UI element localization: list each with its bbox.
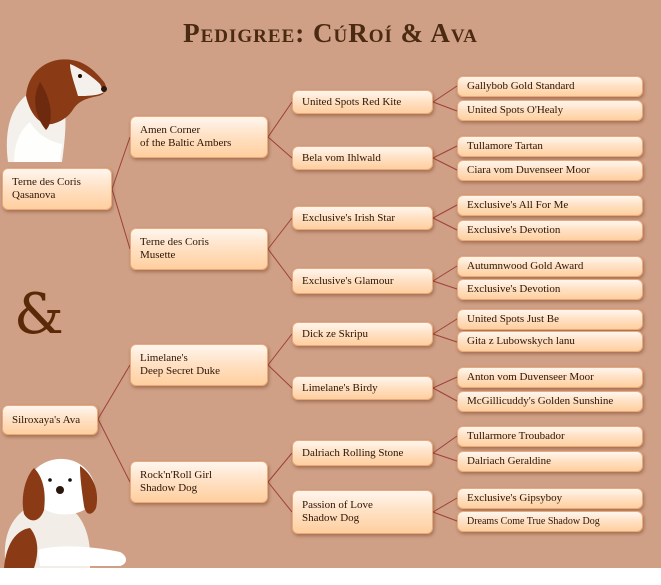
node-label: Dalriach Rolling Stone xyxy=(302,446,404,459)
pedigree-node-ds-sire xyxy=(292,322,433,346)
node-label: Amen Corner of the Baltic Ambers xyxy=(140,124,232,149)
node-label: Passion of Love Shadow Dog xyxy=(302,499,373,524)
pedigree-node-g3-9 xyxy=(457,309,643,330)
connector xyxy=(433,146,457,170)
node-label: Rock'n'Roll Girl Shadow Dog xyxy=(140,469,213,494)
pedigree-node-g3-10 xyxy=(457,331,643,352)
node-label: United Spots Just Be xyxy=(467,313,559,325)
sire-dog-photo xyxy=(0,52,112,162)
pedigree-node-g3-14 xyxy=(457,451,643,472)
pedigree-node-sd-sire xyxy=(292,206,433,230)
dam-dog-photo xyxy=(0,452,132,568)
node-label: Exclusive's All For Me xyxy=(467,199,569,211)
pedigree-node-g3-8 xyxy=(457,279,643,300)
ampersand: & xyxy=(14,282,64,347)
pedigree-node-g3-11 xyxy=(457,367,643,388)
node-label: Terne des Coris Musette xyxy=(140,236,209,261)
pedigree-node-g3-5 xyxy=(457,195,643,216)
pedigree-node-ds-dam xyxy=(292,376,433,400)
pedigree-node-g3-6 xyxy=(457,220,643,241)
pedigree-node-g3-13 xyxy=(457,426,643,447)
connector xyxy=(433,86,457,111)
pedigree-node-g3-2 xyxy=(457,100,643,121)
node-label: Limelane's Birdy xyxy=(302,381,378,394)
pedigree-node-sire-sire xyxy=(130,116,268,158)
node-label: Limelane's Deep Secret Duke xyxy=(140,352,221,377)
node-label: Dick ze Skripu xyxy=(302,327,368,340)
connector xyxy=(268,218,292,281)
page-title: Pedigree: CúRoí & Ava xyxy=(183,18,478,48)
node-label: Dalriach Geraldine xyxy=(467,455,551,467)
node-label: Silroxaya's Ava xyxy=(12,413,81,426)
pedigree-node-sire xyxy=(2,168,112,210)
pedigree-node-g3-12 xyxy=(457,391,643,412)
node-label: Dreams Come True Shadow Dog xyxy=(467,516,600,527)
node-label: McGillicuddy's Golden Sunshine xyxy=(467,395,614,407)
pedigree-node-g3-3 xyxy=(457,136,643,157)
pedigree-node-sire-dam xyxy=(130,228,268,270)
pedigree-node-dam-sire xyxy=(130,344,268,386)
connector xyxy=(268,102,292,158)
node-label: Terne des Coris Qasanova xyxy=(12,176,81,201)
connector xyxy=(433,319,457,342)
connector xyxy=(433,498,457,521)
node-label: Exclusive's Gipsyboy xyxy=(467,492,563,504)
node-label: Exclusive's Glamour xyxy=(302,274,394,287)
node-label: Exclusive's Devotion xyxy=(467,283,561,295)
pedigree-node-g3-16 xyxy=(457,511,643,532)
pedigree-node-g3-15 xyxy=(457,488,643,509)
pedigree-node-dam xyxy=(2,405,98,435)
node-label: United Spots Red Kite xyxy=(302,95,402,108)
pedigree-node-ss-dam xyxy=(292,146,433,170)
node-label: Autumnwood Gold Award xyxy=(467,260,584,272)
connector xyxy=(433,205,457,230)
node-label: United Spots O'Healy xyxy=(467,104,564,116)
pedigree-node-dd-sire xyxy=(292,440,433,466)
connector xyxy=(433,377,457,401)
node-label: Tullamore Tartan xyxy=(467,140,543,152)
pedigree-node-g3-7 xyxy=(457,256,643,277)
connector xyxy=(268,453,292,512)
pedigree-node-dd-dam xyxy=(292,490,433,534)
node-label: Exclusive's Irish Star xyxy=(302,211,396,224)
node-label: Gallybob Gold Standard xyxy=(467,80,575,92)
node-label: Anton vom Duvenseer Moor xyxy=(467,371,594,383)
node-label: Gita z Lubowskych lanu xyxy=(467,335,575,347)
connector xyxy=(268,334,292,388)
pedigree-node-dam-dam xyxy=(130,461,268,503)
node-label: Exclusive's Devotion xyxy=(467,224,561,236)
pedigree-node-g3-1 xyxy=(457,76,643,97)
node-label: Ciara vom Duvenseer Moor xyxy=(467,164,591,176)
connector xyxy=(433,436,457,461)
node-label: Tullarmore Troubador xyxy=(467,430,565,442)
node-label: Bela vom Ihlwald xyxy=(302,151,381,164)
pedigree-node-ss-sire xyxy=(292,90,433,114)
pedigree-node-sd-dam xyxy=(292,268,433,294)
pedigree-node-g3-4 xyxy=(457,160,643,181)
bottom-strip xyxy=(0,568,661,585)
connector xyxy=(112,137,130,249)
connector xyxy=(433,266,457,289)
